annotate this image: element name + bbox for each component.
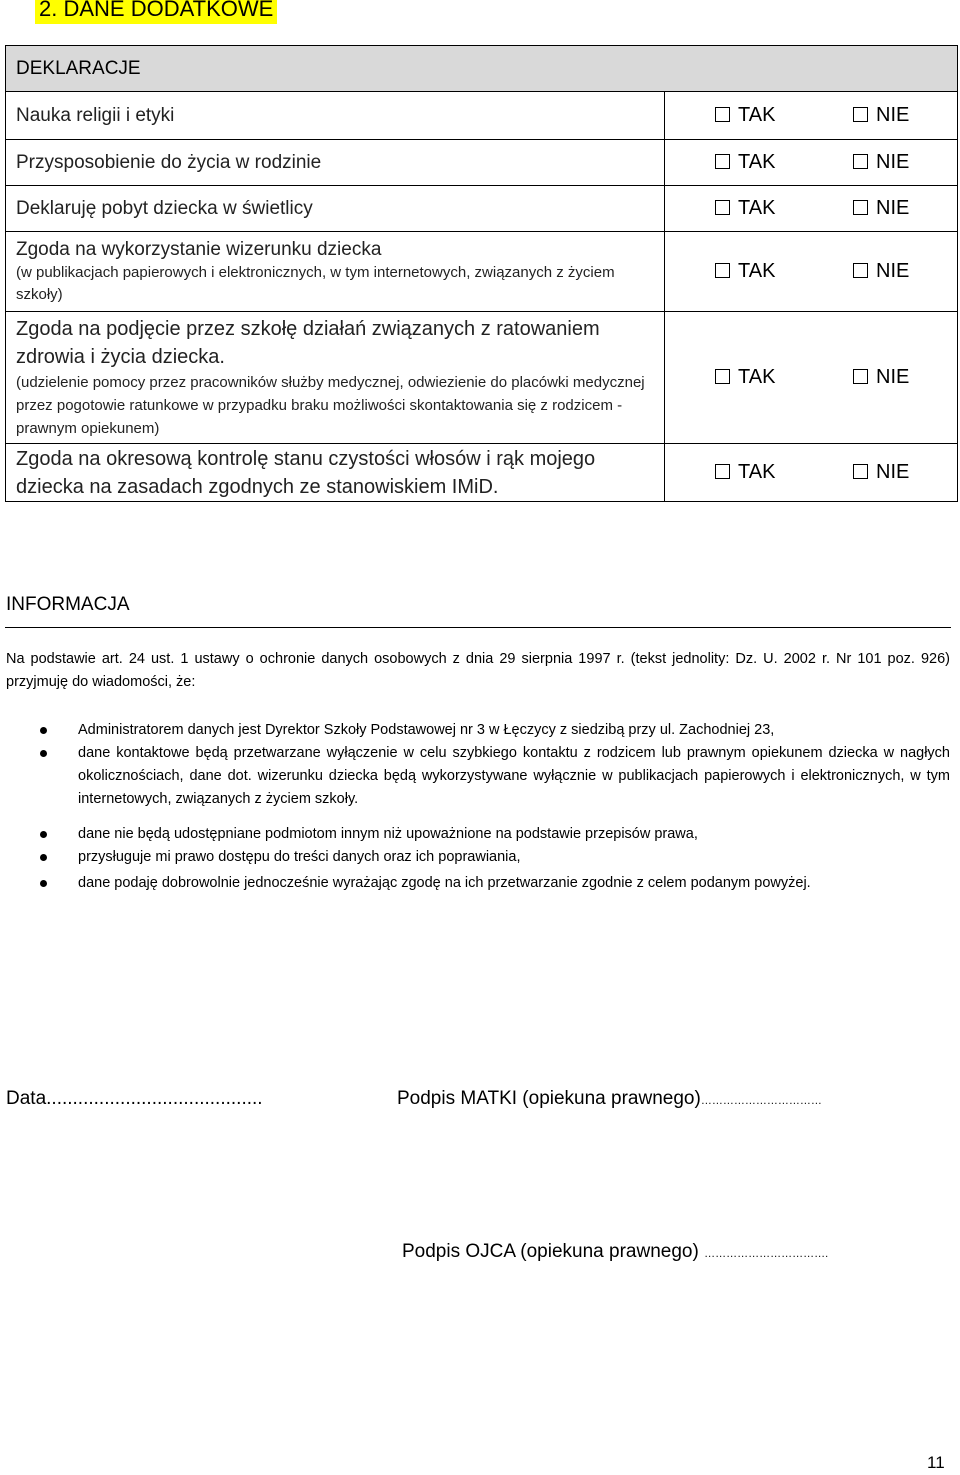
answer-options — [665, 140, 958, 186]
info-intro: Na podstawie art. 24 ust. 1 ustawy o ochronie danych osobowych z dnia 29 sierpnia 1997 r. (tekst jednolity: Dz. U. 2002 r. Nr 101 poz. 926) przyjmuję do wiadomości, że: — [6, 651, 950, 690]
info-title: INFORMACJA — [6, 594, 130, 615]
tak-checkbox[interactable] — [715, 200, 730, 215]
tak-label: TAK — [738, 366, 776, 388]
mother-signature-field[interactable] — [397, 1088, 822, 1110]
date-field[interactable]: Data......................................... — [6, 1088, 263, 1109]
nie-checkbox[interactable] — [853, 200, 868, 215]
tak-label: TAK — [738, 461, 776, 483]
nie-label: NIE — [876, 104, 910, 126]
question-hygiene-consent: Zgoda na okresową kontrolę stanu czystości włosów i rąk mojego dziecka na zasadach zgodnych ze stanowiskiem IMiD. — [16, 447, 596, 498]
list-item: dane podaję dobrowolnie jednocześnie wyrażając zgodę na ich przetwarzanie zgodnie z celem podanym powyżej. — [38, 872, 950, 895]
question-religion: Nauka religii i etyki — [16, 104, 175, 126]
tak-label: TAK — [738, 197, 776, 219]
info-bullet-list — [38, 719, 950, 895]
question-health-consent: Zgoda na podjęcie przez szkołę działań związanych z ratowaniem zdrowia i życia dziecka. — [16, 318, 600, 368]
father-signature-field[interactable] — [402, 1241, 828, 1263]
list-item: dane nie będą udostępniane podmiotom innym niż upoważnione na podstawie przepisów prawa, — [38, 823, 950, 846]
section-title: 2. DANE DODATKOWE — [35, 0, 277, 24]
question-day-room: Deklaruję pobyt dziecka w świetlicy — [16, 197, 313, 219]
father-signature-dots: ……………………………. — [704, 1248, 829, 1260]
mother-signature-dots: …………………………… — [700, 1095, 822, 1107]
question-family-life: Przysposobienie do życia w rodzinie — [16, 151, 322, 173]
nie-checkbox[interactable] — [853, 107, 868, 122]
tak-label: TAK — [738, 151, 776, 173]
father-signature-label: Podpis OJCA (opiekuna prawnego) — [402, 1241, 699, 1262]
answer-options — [665, 312, 958, 444]
table-row — [6, 312, 958, 444]
table-row — [6, 232, 958, 312]
nie-label: NIE — [876, 197, 910, 219]
list-item: przysługuje mi prawo dostępu do treści danych oraz ich poprawiania, — [38, 846, 950, 869]
question-health-consent-detail: (udzielenie pomocy przez pracowników służby medycznej, odwiezienie do placówki medycznej przez pogotowie ratunkowe w przypadku braku możliwości skontaktowania się z rodzicem - prawnym opiekunem) — [16, 374, 645, 437]
table-row — [6, 444, 958, 502]
list-item: dane kontaktowe będą przetwarzane wyłączenie w celu szybkiego kontaktu z rodzicem lub prawnym opiekunem dziecka w nagłych okolicznościach, dane dot. wizerunku dziecka będą wykorzystywane wyłącznie w publikacjach papierowych i elektronicznych, w tym internetowych, związanych z życiem szkoły. — [38, 742, 950, 811]
question-image-consent-detail: (w publikacjach papierowych i elektronicznych, w tym internetowych, związanych z życiem szkoły) — [16, 264, 615, 303]
table-header-row — [6, 46, 958, 92]
tak-checkbox[interactable] — [715, 263, 730, 278]
info-divider — [5, 627, 951, 628]
page-number: 11 — [927, 1453, 945, 1472]
tak-checkbox[interactable] — [715, 369, 730, 384]
nie-label: NIE — [876, 151, 910, 173]
question-image-consent: Zgoda na wykorzystanie wizerunku dziecka — [16, 239, 382, 260]
list-item: Administratorem danych jest Dyrektor Szkoły Podstawowej nr 3 w Łęczycy z siedzibą przy ul. Zachodniej 23, — [38, 719, 950, 742]
tak-checkbox[interactable] — [715, 464, 730, 479]
table-row — [6, 92, 958, 140]
table-row — [6, 140, 958, 186]
nie-checkbox[interactable] — [853, 263, 868, 278]
tak-label: TAK — [738, 260, 776, 282]
nie-label: NIE — [876, 260, 910, 282]
nie-label: NIE — [876, 461, 910, 483]
declarations-table — [5, 45, 958, 502]
nie-checkbox[interactable] — [853, 369, 868, 384]
answer-options — [665, 232, 958, 312]
tak-checkbox[interactable] — [715, 107, 730, 122]
tak-label: TAK — [738, 104, 776, 126]
tak-checkbox[interactable] — [715, 154, 730, 169]
answer-options — [665, 92, 958, 140]
nie-checkbox[interactable] — [853, 154, 868, 169]
table-header: DEKLARACJE — [6, 46, 958, 92]
nie-checkbox[interactable] — [853, 464, 868, 479]
nie-label: NIE — [876, 366, 910, 388]
mother-signature-label: Podpis MATKI (opiekuna prawnego) — [397, 1088, 701, 1109]
table-row — [6, 186, 958, 232]
answer-options — [665, 186, 958, 232]
answer-options — [665, 444, 958, 502]
